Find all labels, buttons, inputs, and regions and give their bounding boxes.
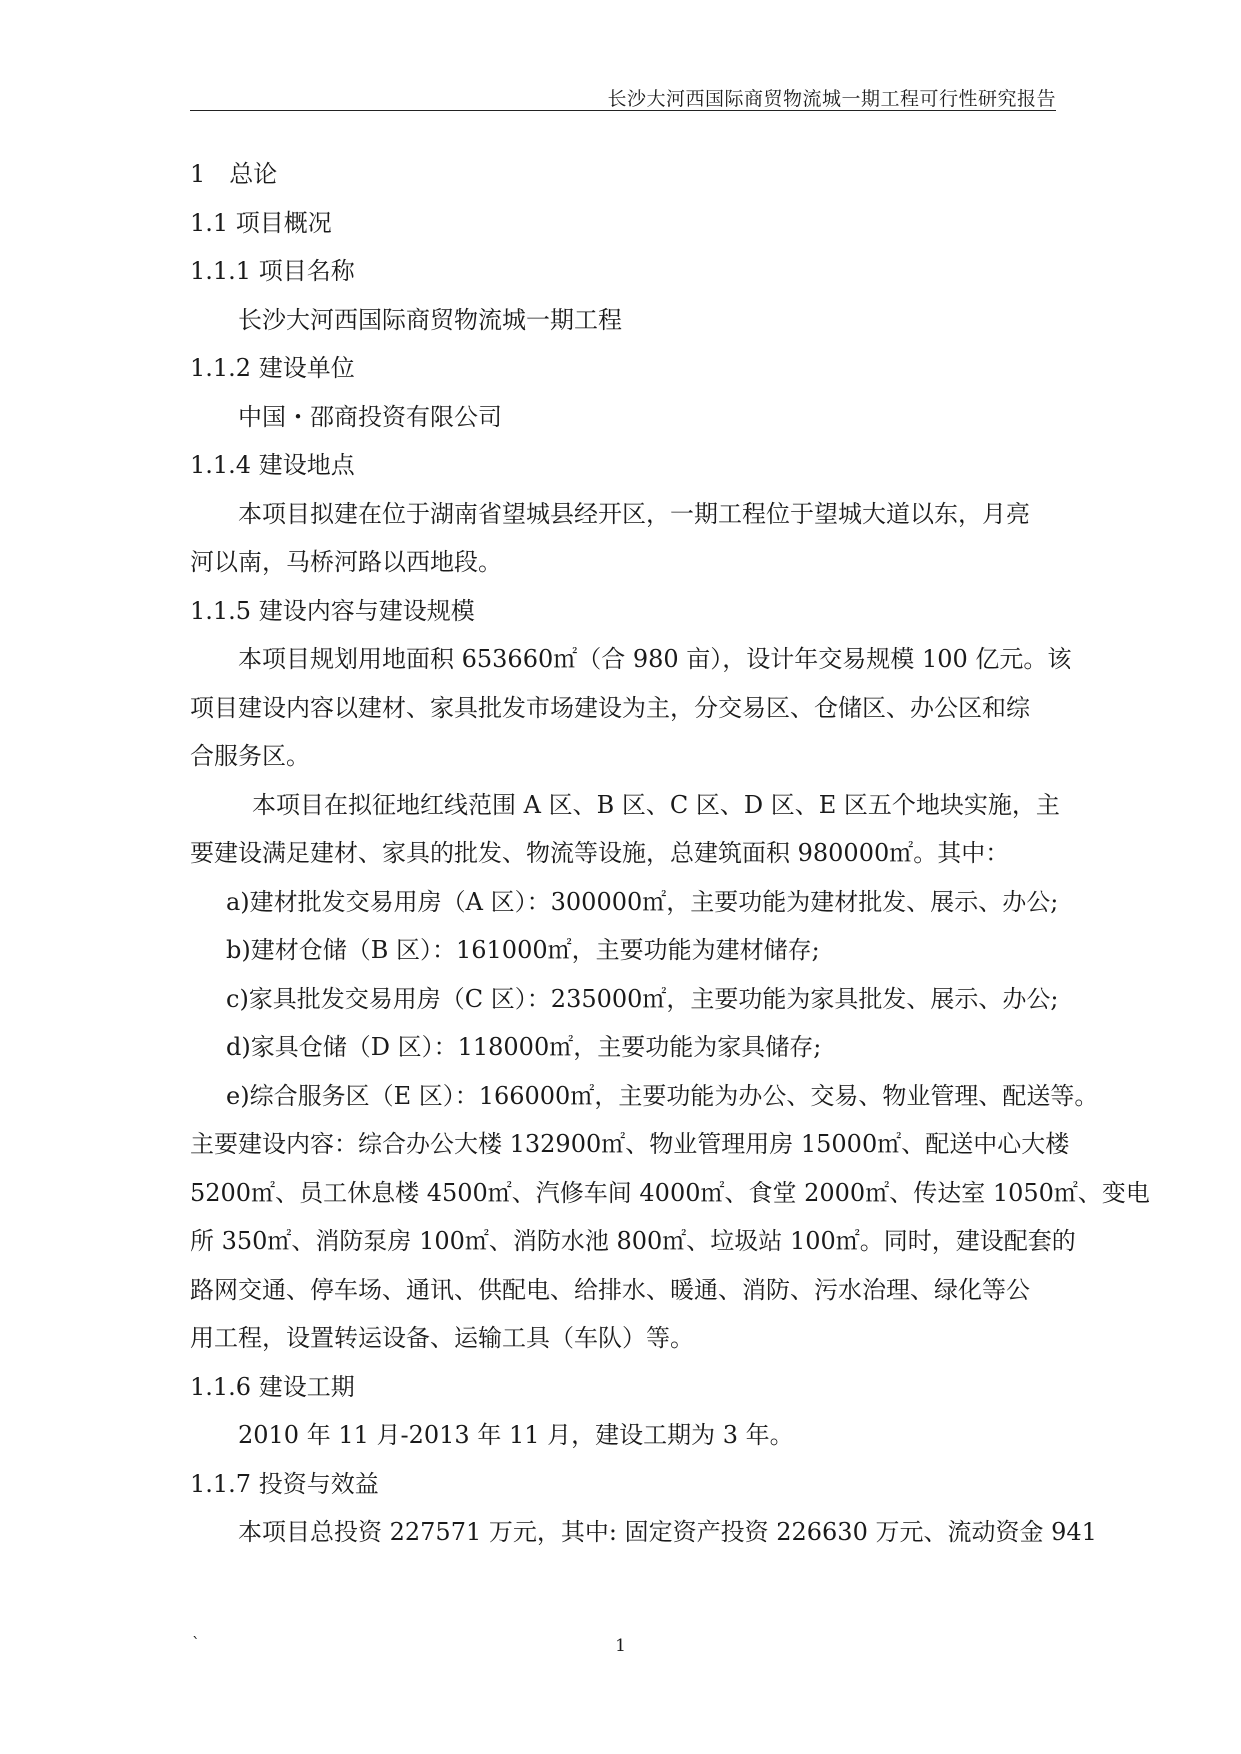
page-number: 1 (615, 1636, 626, 1656)
subsection-heading-builder: 1.1.2 建设单位 (190, 354, 355, 382)
main-content-line: 路网交通、停车场、通讯、供配电、给排水、暖通、消防、污水治理、绿化等公 (190, 1275, 1030, 1304)
main-content-line: 5200㎡、员工休息楼 4500㎡、汽修车间 4000㎡、食堂 2000㎡、传达室 1050㎡、变电 (190, 1178, 1150, 1207)
location-paragraph-line: 本项目拟建在位于湖南省望城县经开区，一期工程位于望城大道以东，月亮 (238, 499, 1030, 528)
main-content-line: 主要建设内容：综合办公大楼 132900㎡、物业管理用房 15000㎡、配送中心大楼 (190, 1130, 1070, 1158)
scope-paragraph-line: 合服务区。 (190, 742, 310, 770)
main-content-line: 所 350㎡、消防泵房 100㎡、消防水池 800㎡、垃圾站 100㎡。同时，建设配套的 (190, 1227, 1076, 1255)
main-content-line: 用工程，设置转运设备、运输工具（车队）等。 (190, 1324, 694, 1352)
scope-paragraph-line: 要建设满足建材、家具的批发、物流等设施，总建筑面积 980000㎡。其中： (190, 839, 1010, 867)
subsection-heading-location: 1.1.4 建设地点 (190, 451, 355, 479)
list-item-c: c)家具批发交易用房（C 区）：235000㎡，主要功能为家具批发、展示、办公; (226, 984, 1059, 1013)
list-item-a: a)建材批发交易用房（A 区）：300000㎡，主要功能为建材批发、展示、办公; (226, 887, 1059, 916)
list-item-b: b)建材仓储（B 区）：161000㎡，主要功能为建材储存; (226, 936, 820, 964)
subsection-heading-schedule: 1.1.6 建设工期 (190, 1372, 355, 1401)
list-item-d: d)家具仓储（D 区）：118000㎡，主要功能为家具储存; (226, 1033, 822, 1061)
investment-text: 本项目总投资 227571 万元，其中: 固定资产投资 226630 万元、流动资金 941 (238, 1518, 1097, 1546)
document-body (190, 150, 1150, 1557)
schedule-text: 2010 年 11 月-2013 年 11 月，建设工期为 3 年。 (238, 1421, 794, 1449)
list-item-e: e)综合服务区（E 区）：166000㎡，主要功能为办公、交易、物业管理、配送等。 (226, 1081, 1099, 1110)
footer-mark: ` (192, 1634, 200, 1653)
project-name-text: 长沙大河西国际商贸物流城一期工程 (238, 305, 622, 334)
location-paragraph-line: 河以南，马桥河路以西地段。 (190, 548, 502, 576)
chapter-heading: 1 总论 (190, 160, 278, 188)
builder-text: 中国・邵商投资有限公司 (238, 402, 502, 431)
subsection-heading-project-name: 1.1.1 项目名称 (190, 257, 355, 285)
running-header: 长沙大河西国际商贸物流城一期工程可行性研究报告 (607, 88, 1056, 110)
scope-paragraph-line: 本项目规划用地面积 653660㎡（合 980 亩），设计年交易规模 100 亿元。该 (238, 645, 1072, 673)
section-heading: 1.1 项目概况 (190, 208, 332, 237)
scope-paragraph-line: 项目建设内容以建材、家具批发市场建设为主，分交易区、仓储区、办公区和综 (190, 693, 1030, 722)
header-rule (190, 110, 1056, 111)
subsection-heading-scope: 1.1.5 建设内容与建设规模 (190, 596, 475, 625)
scope-paragraph-line: 本项目在拟征地红线范围 A 区、B 区、C 区、D 区、E 区五个地块实施，主 (252, 790, 1060, 819)
subsection-heading-investment: 1.1.7 投资与效益 (190, 1469, 379, 1498)
